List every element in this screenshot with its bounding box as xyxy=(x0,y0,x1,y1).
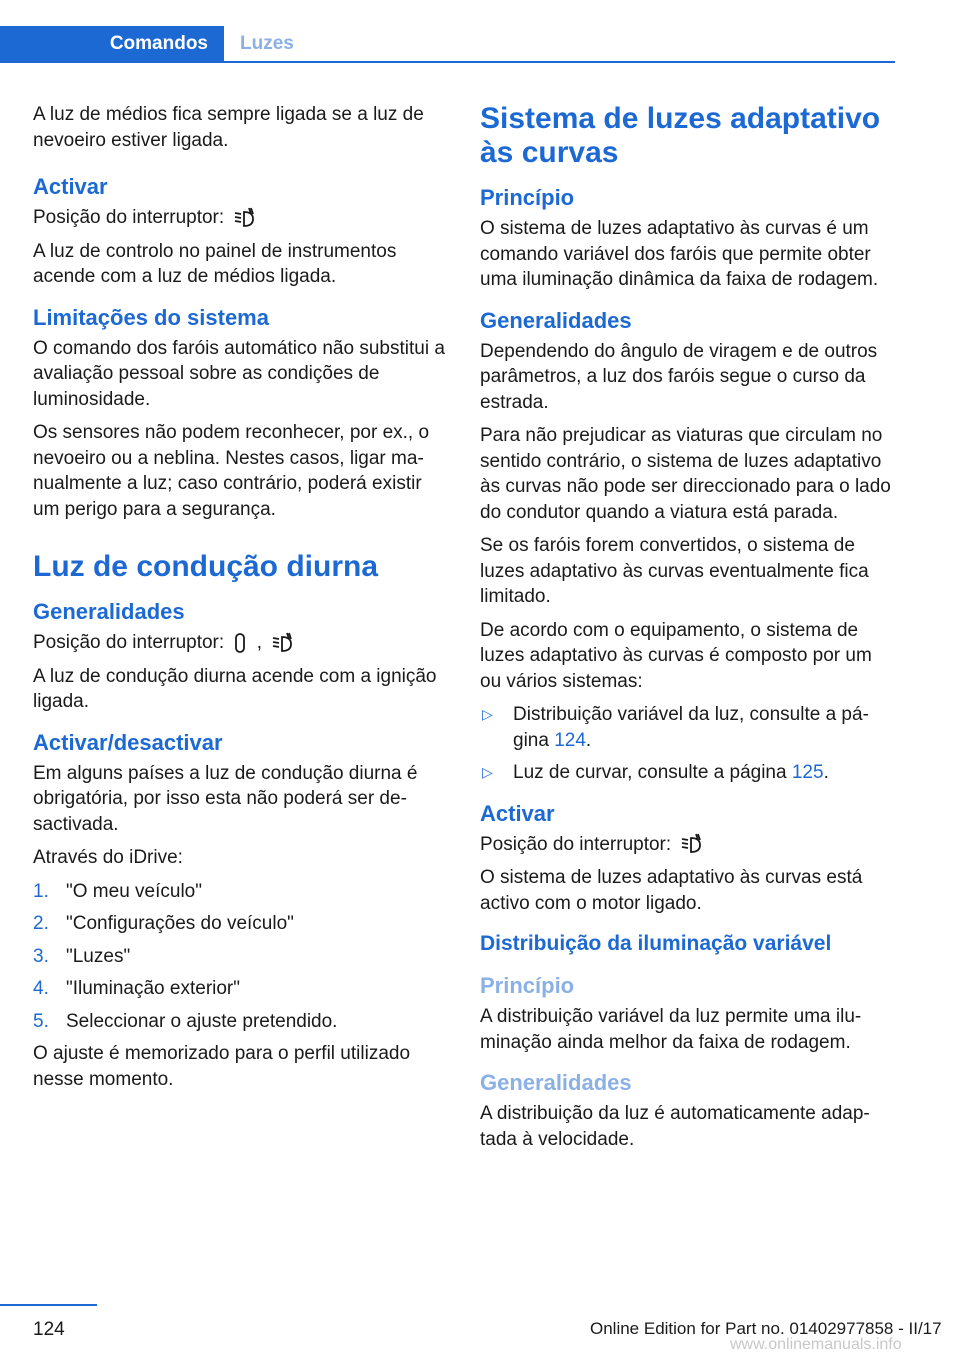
activar-text: A luz de controlo no painel de instrumentos acende com a luz de médios ligada. xyxy=(33,240,397,287)
heading-limitations: Limitações do sistema xyxy=(33,304,269,330)
intro-text: A luz de médios fica sempre ligada se a luz de nevoeiro estiver ligada. xyxy=(33,104,424,151)
tab-luzes[interactable]: Luzes xyxy=(240,33,294,54)
idrive-steps xyxy=(33,879,447,1035)
auto-headlight-icon xyxy=(680,833,704,855)
general-text-4: De acordo com o equipamento, o sistema de luzes adaptativo às curvas é composto por um ou vários sistemas: xyxy=(480,619,872,692)
list-item: 5. Seleccionar o ajuste pretendido. xyxy=(33,1010,338,1032)
list-item: 4. "Iluminação exterior" xyxy=(33,978,241,999)
principle-text: O sistema de luzes adaptativo às curvas é um comando variável dos faróis que permite obter uma iluminação dinâmica da faixa de rodagem. xyxy=(480,218,879,290)
list-item: 3. "Luzes" xyxy=(33,945,131,967)
heading-activar: Activar xyxy=(33,174,108,199)
heading-activar: Activar xyxy=(480,800,555,826)
list-item: ▷ Luz de curvar, consulte a página 125. xyxy=(480,760,898,786)
drl-text: A luz de condução diurna acende com a ignição ligada. xyxy=(33,665,437,712)
heading-dist-principle: Princípio xyxy=(480,973,575,998)
list-item: 1. "O meu veículo" xyxy=(33,880,202,902)
general-text-3: Se os faróis forem convertidos, o sistema de luzes adaptativo às curvas eventualmente fica limitado. xyxy=(480,535,869,607)
auto-headlight-icon xyxy=(233,207,257,229)
list-item: 2. "Configurações do veículo" xyxy=(33,913,294,934)
toggle-text: Em alguns países a luz de condução diurna é obrigatória, por isso esta não poderá ser desactivada. xyxy=(33,762,418,835)
footer-divider xyxy=(0,1304,97,1306)
page-link-124[interactable]: 124 xyxy=(554,729,586,751)
section-title-drl: Luz de condução diurna xyxy=(33,550,379,583)
general-text-1: Dependendo do ângulo de viragem e de outros parâmetros, a luz dos faróis segue o curso da estrada. xyxy=(480,340,878,413)
edition-text: Online Edition for Part no. 01402977858 - II/17 xyxy=(590,1319,942,1338)
dist-principle-text: A distribuição variável da luz permite uma iluminação ainda melhor da faixa de rodagem. xyxy=(480,1006,862,1053)
headlight-off-icon xyxy=(233,632,247,654)
section-title-afs: Sistema de luzes adaptativo às curvas xyxy=(480,102,881,169)
tab-comandos[interactable]: Comandos xyxy=(0,26,224,61)
limitations-text-2: Os sensores não podem reconhecer, por ex., o nevoeiro ou a neblina. Nestes casos, ligar manualmente a luz; caso contrário, poderá existir um perigo para a segurança. xyxy=(33,422,430,520)
list-item: ▷ Distribuição variável da luz, consulte a página 124. xyxy=(482,704,869,751)
switch-position-afs: Posição do interruptor: xyxy=(480,832,898,858)
page-link-125[interactable]: 125 xyxy=(791,762,824,783)
activar-afs-text: O sistema de luzes adaptativo às curvas está activo com o motor ligado. xyxy=(480,867,863,914)
outro-text: O ajuste é memorizado para o perfil utilizado nesse momento. xyxy=(33,1043,411,1090)
dist-general-text: A distribuição da luz é automaticamente adaptada à velocidade. xyxy=(480,1103,870,1150)
systems-list xyxy=(480,702,898,786)
heading-dist-generalidades: Generalidades xyxy=(480,1070,632,1095)
right-column xyxy=(480,102,898,1160)
bullet-triangle-icon: ▷ xyxy=(482,706,493,722)
via-idrive: Através do iDrive: xyxy=(33,847,183,868)
heading-distribution: Distribuição da iluminação variável xyxy=(480,932,832,955)
watermark: www.onlinemanuals.info xyxy=(730,1336,902,1353)
heading-generalidades: Generalidades xyxy=(33,599,185,624)
page-number: 124 xyxy=(33,1319,65,1340)
switch-position: Posição do interruptor: xyxy=(33,205,447,231)
page-header xyxy=(0,26,895,63)
limitations-text-1: O comando dos faróis automático não substitui a avaliação pessoal sobre as condições de luminosidade. xyxy=(33,337,445,410)
heading-principle: Princípio xyxy=(480,185,575,210)
heading-generalidades: Generalidades xyxy=(480,307,632,333)
left-column xyxy=(33,102,447,1100)
auto-headlight-icon xyxy=(271,632,295,654)
general-text-2: Para não prejudicar as viaturas que circulam no sentido contrário, o sistema de luzes adaptativo às curvas não pode ser direccionado para o lado do condutor quando a viatura está parada. xyxy=(480,425,891,523)
bullet-triangle-icon: ▷ xyxy=(482,764,493,780)
heading-toggle: Activar/desactivar xyxy=(33,729,223,755)
switch-position-drl: Posição do interruptor: , xyxy=(33,630,447,656)
